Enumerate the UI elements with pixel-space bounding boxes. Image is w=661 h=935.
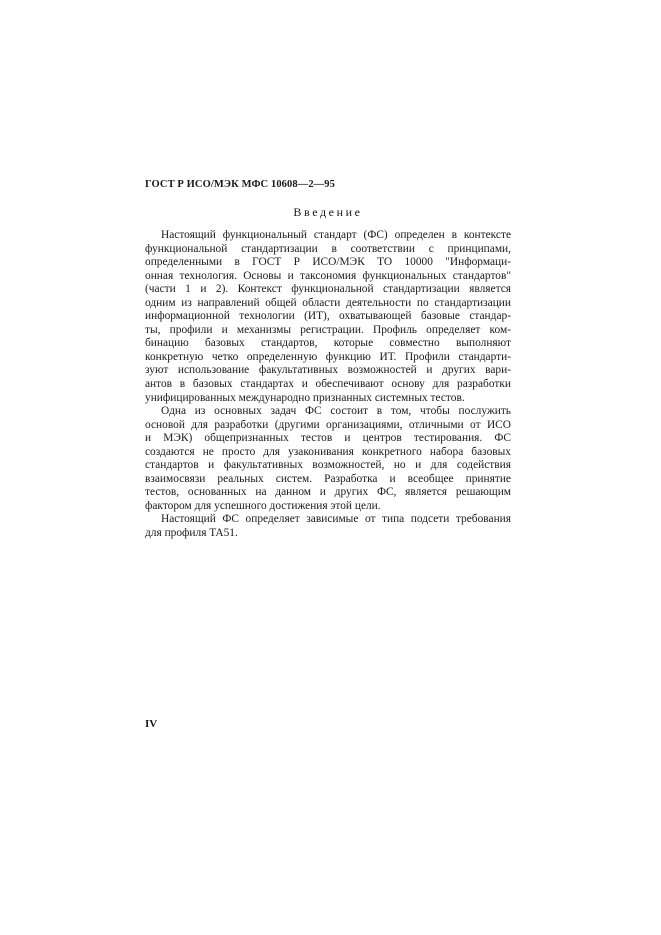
text-line: функциональной стандартизации в соответствии с принципами, xyxy=(145,242,511,255)
page-number: IV xyxy=(145,718,158,730)
text-line: антов в базовых стандартах и обеспечивают основу для разработки xyxy=(145,378,511,391)
text-line: тестов, основанных на данном и других ФС, является решающим xyxy=(145,486,511,499)
text-line: и МЭК) общепризнанных тестов и центров тестирования. ФС xyxy=(145,432,511,445)
text-line: стандартов и факультативных возможностей, но и для содействия xyxy=(145,459,511,472)
text-line: одним из направлений общей области деятельности по стандартизации xyxy=(145,296,511,309)
text-line: определенными в ГОСТ Р ИСО/МЭК ТО 10000 "Информаци- xyxy=(145,256,511,269)
text-line: ты, профили и механизмы регистрации. Профиль определяет ком- xyxy=(145,323,511,336)
text-line: создаются не просто для узаконивания конкретного набора базовых xyxy=(145,445,511,458)
text-line: конкретную четко определенную функцию ИТ. Профили стандарти- xyxy=(145,350,511,363)
text-line: онная технология. Основы и таксономия функциональных стандартов" xyxy=(145,269,511,282)
text-line: унифицированных международно признанных системных тестов. xyxy=(145,391,465,404)
document-header: ГОСТ Р ИСО/МЭК МФС 10608—2—95 xyxy=(145,179,335,190)
text-line: фактором для успешного достижения этой цели. xyxy=(145,499,381,512)
text-line: бинацию базовых стандартов, которые совместно выполняют xyxy=(145,337,511,350)
text-line: для профиля TA51. xyxy=(145,527,238,540)
text-line: основой для разработки (другими организациями, отличными от ИСО xyxy=(145,418,511,431)
text-line: взаимосвязи реальных систем. Разработка и всеобщее принятие xyxy=(145,472,511,485)
text-line: зуют использование факультативных возможностей и других вари- xyxy=(145,364,511,377)
text-line: информационной технологии (ИТ), охватывающей базовые стандар- xyxy=(145,310,511,323)
text-line: Одна из основных задач ФС состоит в том, чтобы послужить xyxy=(161,405,511,418)
section-title: Введение xyxy=(293,205,363,219)
text-line: (части 1 и 2). Контекст функциональной стандартизации является xyxy=(145,283,511,296)
text-line: Настоящий ФС определяет зависимые от типа подсети требования xyxy=(161,513,511,526)
body-text xyxy=(145,229,511,541)
text-line: Настоящий функциональный стандарт (ФС) определен в контексте xyxy=(161,229,511,241)
